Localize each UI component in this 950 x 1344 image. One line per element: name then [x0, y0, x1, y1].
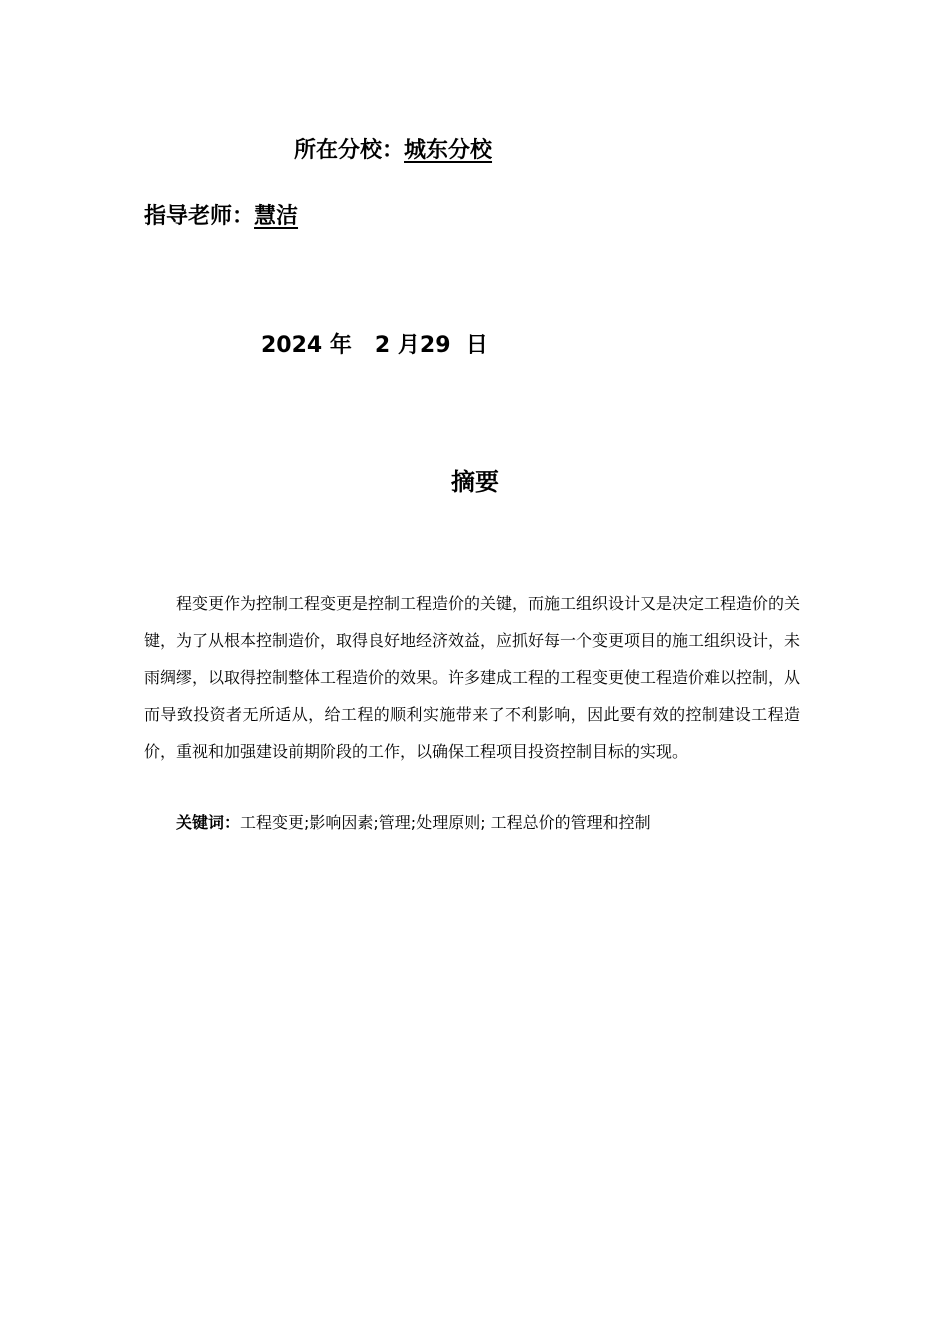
date-year-unit: 年 — [329, 333, 352, 358]
advisor-line — [144, 202, 298, 232]
abstract-body: 程变更作为控制工程变更是控制工程造价的关键，而施工组织设计又是决定工程造价的关键，为了从根本控制造价，取得良好地经济效益，应抓好每一个变更项目的施工组织设计，未雨绸缪，以取得控制整体工程造价的效果。许多建成工程的工程变更使工程造价难以控制，从而导致投资者无所适从，给工程的顺利实施带来了不利影响，因此要有效的控制建设工程造价，重视和加强建设前期阶段的工作，以确保工程项目投资控制目标的实现。 — [144, 594, 801, 761]
branch-value: 城东分校 — [404, 138, 493, 163]
date-day: 29 — [419, 333, 451, 358]
keywords-value: 工程变更;影响因素;管理;处理原则; 工程总价的管理和控制 — [240, 813, 651, 832]
keywords-label: 关键词： — [176, 813, 241, 832]
branch-label: 所在分校： — [294, 138, 405, 163]
branch-line — [294, 136, 492, 166]
advisor-value: 慧洁 — [254, 204, 299, 229]
keywords-line — [176, 809, 651, 837]
date-month: 2 — [374, 333, 391, 358]
date-month-unit: 月 — [397, 333, 420, 358]
date-year: 2024 — [261, 333, 323, 358]
advisor-label: 指导老师： — [144, 204, 255, 229]
date-line — [261, 331, 488, 361]
date-day-unit: 日 — [465, 333, 488, 358]
abstract-title: 摘要 — [451, 468, 499, 496]
